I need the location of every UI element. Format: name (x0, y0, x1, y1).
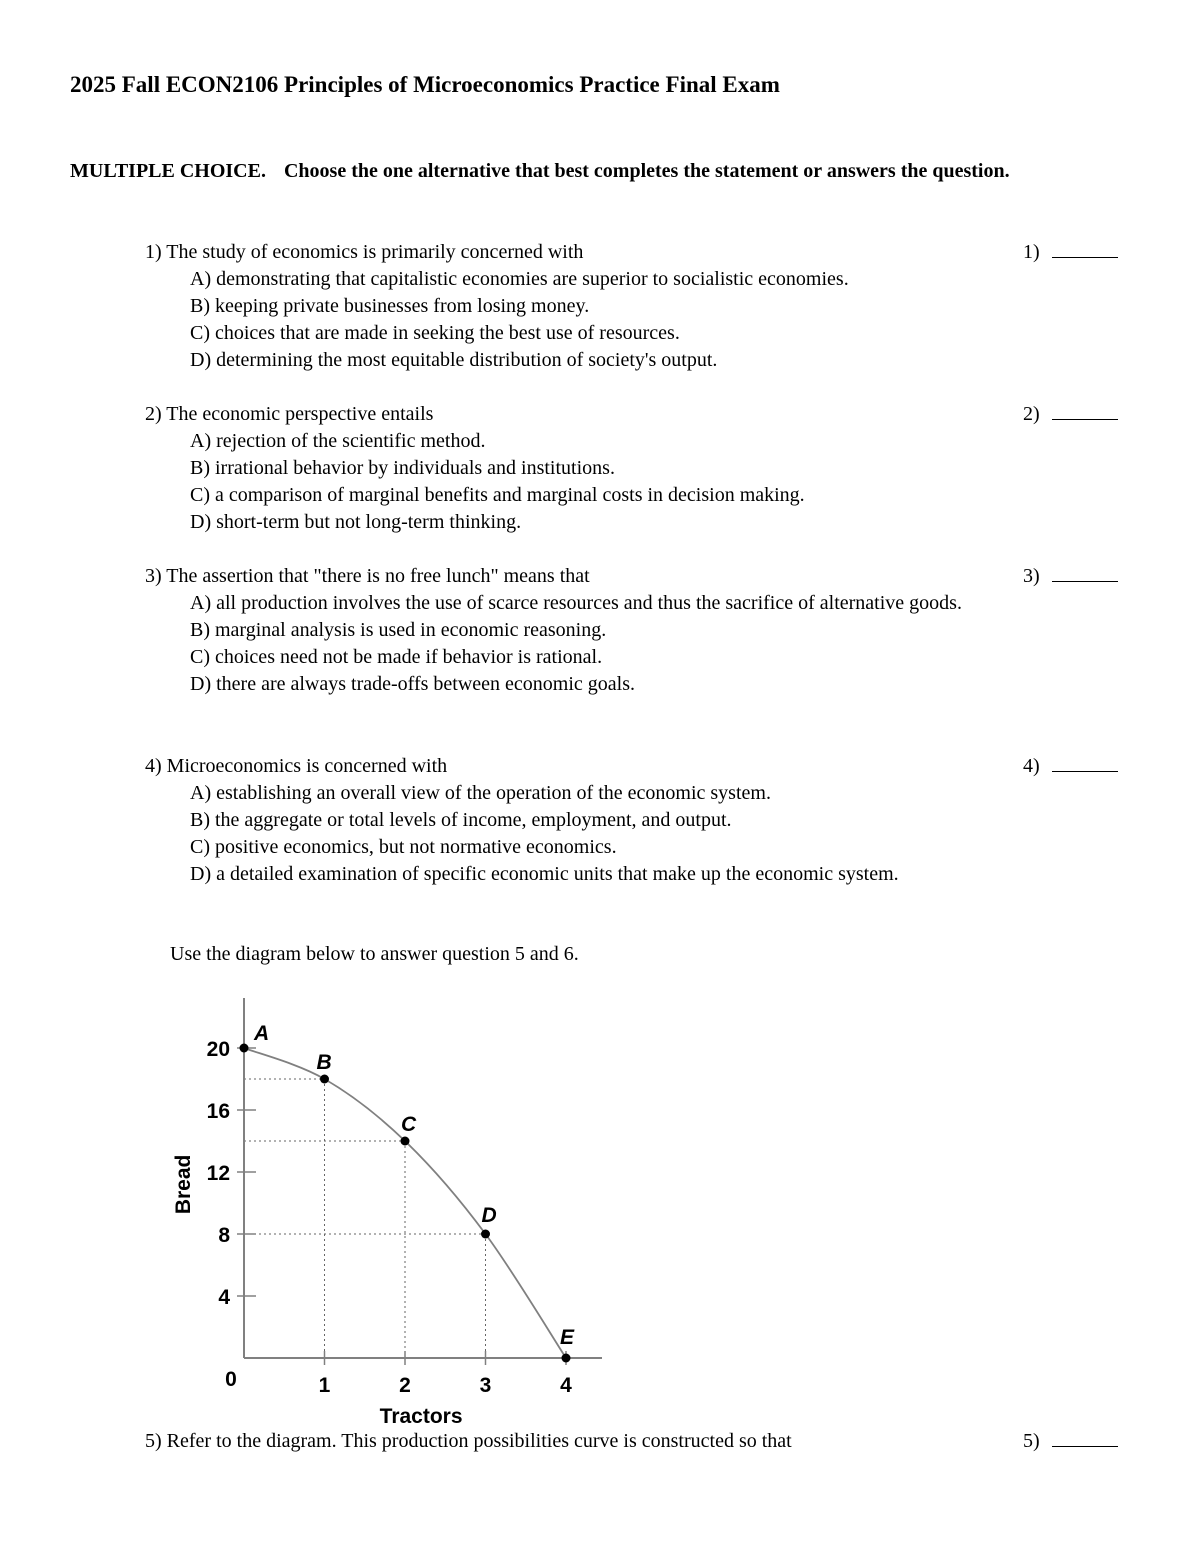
option-d[interactable]: D) determining the most equitable distribution of society's output. (190, 349, 718, 371)
option-a[interactable]: A) rejection of the scientific method. (190, 430, 486, 452)
answer-slot[interactable]: 1) (1023, 239, 1118, 266)
x-tick-label: 3 (479, 1374, 492, 1397)
data-point-b (320, 1075, 329, 1084)
point-label-e: E (560, 1326, 575, 1349)
answer-blank[interactable] (1052, 1428, 1118, 1447)
option-b[interactable]: B) marginal analysis is used in economic reasoning. (190, 619, 607, 641)
x-axis-label: Tractors (379, 1405, 463, 1428)
question-stem: 1) The study of economics is primarily concerned with (145, 241, 584, 263)
y-tick-label: 8 (218, 1224, 230, 1247)
data-point-d (481, 1230, 490, 1239)
section-label: MULTIPLE CHOICE. (70, 160, 266, 182)
exam-title: 2025 Fall ECON2106 Principles of Microeconomics Practice Final Exam (70, 72, 780, 97)
question-2 (145, 401, 1135, 536)
answer-slot[interactable]: 3) (1023, 563, 1118, 590)
option-d[interactable]: D) short-term but not long-term thinking. (190, 511, 522, 533)
option-a[interactable]: A) demonstrating that capitalistic economies are superior to socialistic economies. (190, 268, 849, 290)
y-tick-label: 16 (206, 1100, 230, 1123)
question-1 (145, 239, 1135, 374)
question-stem: 4) Microeconomics is concerned with (145, 755, 448, 777)
data-point-a (240, 1044, 249, 1053)
question-4 (145, 753, 1135, 888)
question-5 (145, 1428, 1135, 1455)
x-tick-label: 2 (399, 1374, 411, 1397)
origin-label: 0 (225, 1368, 237, 1391)
question-3 (145, 563, 1135, 698)
y-tick-label: 12 (206, 1162, 230, 1185)
option-a[interactable]: A) establishing an overall view of the operation of the economic system. (190, 782, 771, 804)
option-c[interactable]: C) choices need not be made if behavior is rational. (190, 646, 603, 668)
option-d[interactable]: D) there are always trade-offs between economic goals. (190, 673, 635, 695)
x-tick-label: 4 (560, 1374, 572, 1397)
option-a[interactable]: A) all production involves the use of scarce resources and thus the sacrifice of alternative goods. (190, 592, 962, 614)
answer-slot[interactable]: 5) (1023, 1428, 1118, 1455)
question-stem: 5) Refer to the diagram. This production possibilities curve is constructed so that (145, 1430, 792, 1452)
option-b[interactable]: B) keeping private businesses from losing money. (190, 295, 590, 317)
question-stem: 3) The assertion that "there is no free lunch" means that (145, 565, 590, 587)
option-b[interactable]: B) irrational behavior by individuals and institutions. (190, 457, 615, 479)
y-axis-label: Bread (172, 1154, 195, 1215)
option-c[interactable]: C) positive economics, but not normative economics. (190, 836, 617, 858)
option-d[interactable]: D) a detailed examination of specific economic units that make up the economic system. (190, 863, 899, 885)
answer-blank[interactable] (1052, 753, 1118, 772)
data-point-c (401, 1137, 410, 1146)
instructions-text: Choose the one alternative that best completes the statement or answers the question. (283, 160, 1010, 182)
point-label-a: A (254, 1022, 270, 1045)
option-b[interactable]: B) the aggregate or total levels of income, employment, and output. (190, 809, 732, 831)
point-label-b: B (316, 1051, 332, 1074)
production-possibilities-chart (165, 990, 615, 1430)
option-c[interactable]: C) choices that are made in seeking the best use of resources. (190, 322, 680, 344)
option-c[interactable]: C) a comparison of marginal benefits and marginal costs in decision making. (190, 484, 805, 506)
point-label-c: C (401, 1113, 417, 1136)
y-tick-label: 4 (218, 1286, 230, 1309)
answer-blank[interactable] (1052, 401, 1118, 420)
answer-blank[interactable] (1052, 239, 1118, 258)
point-label-d: D (481, 1204, 497, 1227)
answer-blank[interactable] (1052, 563, 1118, 582)
answer-slot[interactable]: 2) (1023, 401, 1118, 428)
x-tick-label: 1 (318, 1374, 331, 1397)
section-instructions (70, 158, 1110, 185)
question-stem: 2) The economic perspective entails (145, 403, 434, 425)
data-point-e (562, 1354, 571, 1363)
y-tick-label: 20 (206, 1038, 230, 1061)
diagram-note: Use the diagram below to answer question 5 and 6. (170, 943, 579, 965)
answer-slot[interactable]: 4) (1023, 753, 1118, 780)
